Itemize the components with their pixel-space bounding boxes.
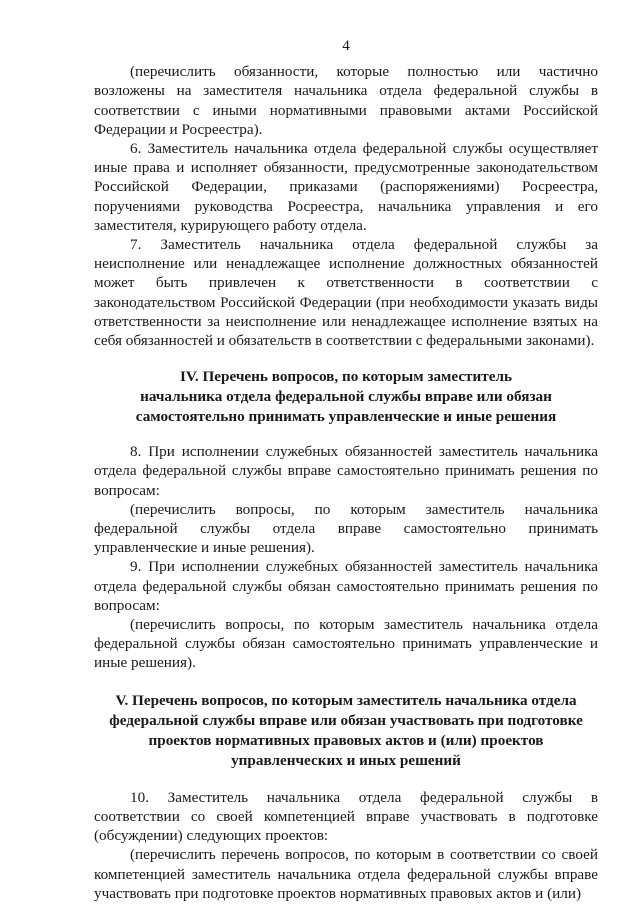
section-4-heading-line: начальника отдела федеральной службы вправе или обязан [140, 388, 552, 406]
paragraph-9: 9. При исполнении служебных обязанностей заместитель начальника отдела федеральной службы обязан самостоятельно принимать решения по вопросам: [94, 558, 598, 614]
paragraph-8: 8. При исполнении служебных обязанностей заместитель начальника отдела федеральной службы вправе самостоятельно принимать решения по вопросам: [94, 443, 598, 499]
section-5-heading [94, 691, 598, 771]
section-5-heading-line: V. Перечень вопросов, по которым заместитель начальника отдела [115, 691, 577, 709]
paragraph-8-list: (перечислить вопросы, по которым заместитель начальника федеральной службы отдела вправе самостоятельно принимать управленческие и иные решения). [94, 500, 598, 557]
section-5-heading-line: проектов нормативных правовых актов и (или) проектов [148, 731, 544, 749]
section-5-heading-line: управленческих и иных решений [231, 751, 461, 769]
document-page [94, 37, 598, 903]
paragraph-10-list: (перечислить перечень вопросов, по которым в соответствии со своей компетенцией заместитель начальника отдела федеральной службы вправе участвовать при подготовке проектов нормативных правовых актов и (или) [94, 846, 598, 902]
paragraph-7: 7. Заместитель начальника отдела федеральной службы за неисполнение или ненадлежащее исполнение должностных обязанностей может быть привлечен к ответственности в соответствии с законодательством Российской Федерации (при необходимости указать виды ответственности за неисполнение или ненадлежащее исполнение взятых на себя обязанностей и обязательств в соответствии с федеральными законами). [94, 236, 598, 350]
section-4-heading-line: самостоятельно принимать управленческие и иные решения [135, 408, 557, 426]
page-number: 4 [342, 38, 350, 54]
paragraph-9-list: (перечислить вопросы, по которым заместитель начальника отдела федеральной службы обязан самостоятельно принимать управленческие и иные решения). [94, 616, 598, 672]
section-4-heading [94, 367, 598, 427]
paragraph-duties-list: (перечислить обязанности, которые полностью или частично возложены на заместителя начальника отдела федеральной службы в соответствии с иными нормативными правовыми актами Российской Федерации и Росреестра). [94, 63, 598, 138]
section-4-heading-line: IV. Перечень вопросов, по которым заместитель [179, 368, 513, 386]
section-5-heading-line: федеральной службы вправе или обязан участвовать при подготовке [109, 711, 583, 729]
paragraph-6: 6. Заместитель начальника отдела федеральной службы осуществляет иные права и исполняет обязанности, предусмотренные законодательством Российской Федерации, приказами (распоряжениями) Росреестра, поручениями руководства Росреестра, начальника управления и его заместителя, курирующего работу отдела. [94, 140, 598, 234]
paragraph-10: 10. Заместитель начальника отдела федеральной службы в соответствии со своей компетенцией вправе участвовать в подготовке (обсуждении) следующих проектов: [94, 788, 598, 845]
